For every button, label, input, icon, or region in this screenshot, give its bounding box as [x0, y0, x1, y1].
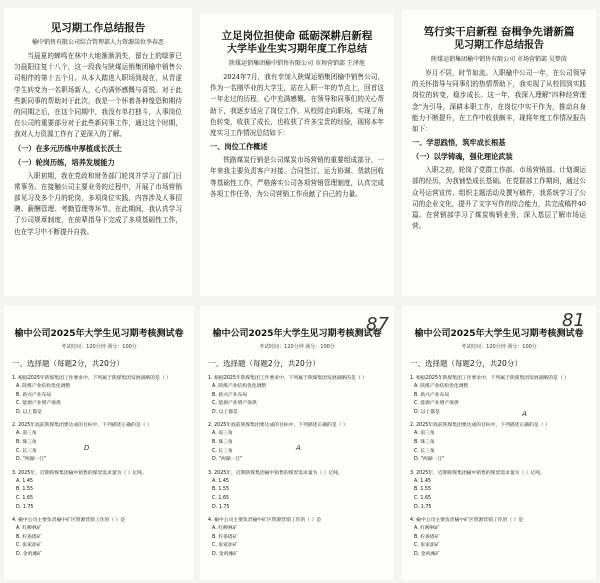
- option: A. 1.45: [414, 478, 431, 484]
- exam-meta: 考试时间：120分钟 满分：100分: [259, 344, 335, 350]
- report-page-1: [4, 8, 192, 296]
- handwritten-score: 87: [366, 314, 389, 335]
- question: 3. 2025年，近期陕煤集团榆中销售的煤炭需求量为（ ）亿吨。: [410, 470, 545, 476]
- exam-title: 榆中公司2025年大学生见习期考核测试卷: [414, 329, 584, 339]
- option: D. "两湖一江": [212, 457, 243, 463]
- option: C. 张家峁矿: [212, 543, 238, 549]
- report-2-paragraph-2: 铁路煤炭行销是公司煤炭市场营销的重要组成部分，一年来我主要负责客户对接、合同签订、运力协调、货款回收等基础性工作，严格落实公司各项营销管理制度，认真完成各项工作任务，为公司营销工作贡献了自己的力量。: [210, 156, 384, 198]
- question: 1. 根据2025年陕煤集团工作要求中，下列属于陕煤集团发展战略的是（ ）: [208, 376, 367, 381]
- report-1-paragraph-2: 入职初期，我在党政和财务部门轮岗并学习了部门日常事务。在接触公司主要业务的过程中，开展了市场营销部见习及多个月的轮岗，多项岗位实践，内容涉及人事招聘、薪酬管理、考勤管理等环节。在此期间，我认真学习了公司规章制度，在前辈指导下完成了多项基础性工作，也在学习中不断提升自我。: [14, 171, 182, 236]
- option: B. 1.55: [414, 487, 432, 493]
- question: 3. 2025年，近期陕煤集团榆中销售的煤炭需求量为（ ）亿吨。: [208, 470, 343, 476]
- exam-section-heading: 一、选择题（每题2分，共20分）: [12, 359, 124, 368]
- option: A. 红柳林矿: [212, 526, 238, 532]
- exam-title: 榆中公司2025年大学生见习期考核测试卷: [14, 329, 184, 339]
- question: 2. 2025年底前陕煤集团要达成的目标中，下列描述正确的是（ ）: [410, 423, 550, 429]
- report-1-heading: （一）在多元历练中厚植成长沃土: [14, 143, 122, 153]
- option: D. "两湖一江": [414, 457, 445, 463]
- option: B. 新兴产业布局: [414, 392, 450, 398]
- option: C. 1.65: [212, 495, 230, 501]
- exam-title: 榆中公司2025年大学生见习期考核测试卷: [212, 329, 382, 339]
- option: D. 以上都是: [16, 409, 42, 415]
- option: C. 能源产业增产保供: [16, 401, 61, 407]
- option: C. 1.65: [414, 495, 432, 501]
- question: 2. 2025年底前陕煤集团要达成的目标中，下列描述正确的是（ ）: [12, 423, 152, 429]
- exam-page-1: [4, 306, 194, 580]
- question: 1. 根据2025年陕煤集团工作要求中，下列属于陕煤集团发展战略的是（ ）: [12, 376, 171, 381]
- option: C. 张家峁矿: [16, 543, 42, 549]
- option: A. 红柳林矿: [414, 526, 440, 532]
- option: D. "两湖一江": [16, 457, 47, 463]
- option: D. 1.75: [212, 504, 230, 510]
- option: A. 陕煤产业结构优化调整: [212, 384, 267, 389]
- report-1-paragraph: 当晨夏的蝉鸣在林中大地渐渐消失，留台上的绿萝已匀晨阳往复十八个，这一段我与陕煤运销集团榆中销售公司相伴的第十五个月。从本人踏进入职场到现在，从青涩学生转变为一名职场新人，心内满怀感慨与喜悦。对于此些新同事的帮助对于此次，我是一个怀着各种惶恐和期待的同期之后，在这个同期中，我没有单打独斗，人事岗位在公司的重要部分对于此些新同事工作，通过这个时期，我对人力资源工作有了更深入的了解。: [14, 52, 182, 139]
- option: C. 能源产业增产保供: [414, 401, 459, 407]
- option: D. 1.75: [414, 504, 432, 510]
- option: A. 陕煤产业结构优化调整: [414, 384, 469, 389]
- option: C. 长三角: [16, 448, 37, 454]
- option: A. 1.45: [212, 478, 229, 484]
- option: C. 能源产业增产保供: [212, 401, 257, 407]
- option: C. 长三角: [414, 448, 435, 454]
- report-1-title: 见习期工作总结报告: [50, 22, 146, 34]
- report-2-heading: 一、岗位工作概述: [210, 142, 268, 152]
- option: B. 新兴产业布局: [212, 392, 248, 398]
- option: A. 红柳林矿: [16, 526, 42, 532]
- option: A. 南三角: [16, 431, 37, 437]
- exam-page-2: [200, 306, 394, 580]
- option: D. 金鸡滩矿: [414, 551, 440, 557]
- option: B. 珠三角: [414, 439, 435, 445]
- report-3-title: 笃行实干启新程 奋楫争先谱新篇: [423, 26, 575, 38]
- handwritten-answer: A: [522, 410, 527, 418]
- question: 4. 榆中公司主要负责榆中矿区资源营销工作的（ ）是: [12, 518, 126, 524]
- question: 3. 2025年，近期陕煤集团榆中销售的煤炭需求量为（ ）亿吨。: [12, 470, 147, 476]
- handwritten-answer: D: [84, 444, 90, 452]
- option: A. 1.45: [16, 478, 33, 484]
- question: 2. 2025年底前陕煤集团要达成的目标中，下列描述正确的是（ ）: [208, 423, 348, 429]
- report-2-subtitle: 大学毕业生实习期年度工作总结: [227, 44, 367, 55]
- question: 4. 榆中公司主要负责榆中矿区资源营销工作的（ ）是: [208, 518, 322, 524]
- report-1-subheading: （一）轮岗历练，培养发展能力: [14, 157, 115, 167]
- report-3-heading: 一、学思践悟，筑牢成长根基: [412, 138, 506, 148]
- report-3-paragraph: 岁月不居，时节如流。入职榆中公司一年，在公司领导的关怀指导与同事们的热情帮助下，我实现了从校园到实践岗位的转变，稳步成长。这一年，我深入理解"四种经营理念"为引导，深耕本职工作，在岗位中实干作为，推动自身能力不断提升，在工作中收获颇丰，现将年度工作情况报告如下：: [412, 69, 586, 134]
- option: A. 南三角: [414, 431, 435, 437]
- option: A. 陕煤产业结构优化调整: [16, 384, 71, 389]
- option: C. 长三角: [212, 448, 233, 454]
- option: B. 柠条塔矿: [16, 534, 42, 540]
- exam-section-heading: 一、选择题（每题2分，共20分）: [208, 359, 320, 368]
- report-page-2: [200, 14, 394, 296]
- report-3-byline: 陕煤运销集团榆中销售有限公司 市场营销部 吴梦茵: [431, 56, 567, 63]
- report-3-paragraph-2: 入职之初，轮岗了党群工作部、市场营销部、计划调运部的经历，为我铺垫成长基础。在党群部工作期间，通过公众号运营宣传、组织主题活动及撰写稿件，我系统学习了公司的企业文化，提升了文字写作的综合能力，共完成稿件40篇。在营销部学习了煤炭购销业务，深入基层了解市场运营。: [412, 166, 586, 231]
- option: D. 以上都是: [212, 409, 238, 415]
- option: D. 1.75: [16, 504, 34, 510]
- option: B. 1.55: [212, 487, 230, 493]
- option: B. 珠三角: [212, 439, 233, 445]
- report-page-3: [402, 10, 596, 296]
- exam-page-3: [402, 306, 596, 580]
- option: B. 珠三角: [16, 439, 37, 445]
- option: A. 南三角: [212, 431, 233, 437]
- question: 1. 根据2025年陕煤集团工作要求中，下列属于陕煤集团发展战略的是（ ）: [410, 376, 569, 381]
- exam-meta: 考试时间：120分钟 满分：100分: [61, 344, 137, 350]
- question: 4. 榆中公司主要负责榆中矿区资源营销工作的（ ）是: [410, 518, 524, 524]
- option: B. 柠条塔矿: [414, 534, 440, 540]
- handwritten-answer: A: [296, 444, 301, 452]
- exam-section-heading: 一、选择题（每题2分，共20分）: [410, 359, 522, 368]
- report-2-paragraph: 2024年7月，我有幸加入陕煤运销集团榆中销售公司，作为一名刚毕业的大学生，站在入职一年的节点上，回首这一年走过的历程，心中充满感慨。在领导和同事们的关心帮助下，我逐步适应了岗位工作，从校园走向职场，实现了角色转变，收获了成长，也收获了许多宝贵的经验，现将本年度实习工作情况总结如下：: [210, 73, 384, 138]
- report-3-subheading: （一）以学铸魂，强化理论武装: [412, 152, 513, 162]
- option: D. 以上都是: [414, 409, 440, 415]
- option: C. 张家峁矿: [414, 543, 440, 549]
- report-3-subtitle: 见习期工作总结报告: [454, 40, 544, 51]
- report-2-title: 立足岗位担使命 砥砺深耕启新程: [221, 30, 373, 42]
- report-1-byline: 榆中销售有限公司综合管理部人力资源岗位李春恶: [31, 39, 164, 46]
- option: B. 1.55: [16, 487, 34, 493]
- option: D. 金鸡滩矿: [212, 551, 238, 557]
- report-2-byline: 陕煤运销集团榆中销售有限公司 市场营销部 王泽旭: [229, 60, 365, 67]
- option: C. 1.65: [16, 495, 34, 501]
- handwritten-score: 81: [562, 310, 585, 331]
- option: B. 新兴产业布局: [16, 392, 52, 398]
- option: D. 金鸡滩矿: [16, 551, 42, 557]
- option: B. 柠条塔矿: [212, 534, 238, 540]
- exam-meta: 考试时间：120分钟 满分：100分: [461, 344, 537, 350]
